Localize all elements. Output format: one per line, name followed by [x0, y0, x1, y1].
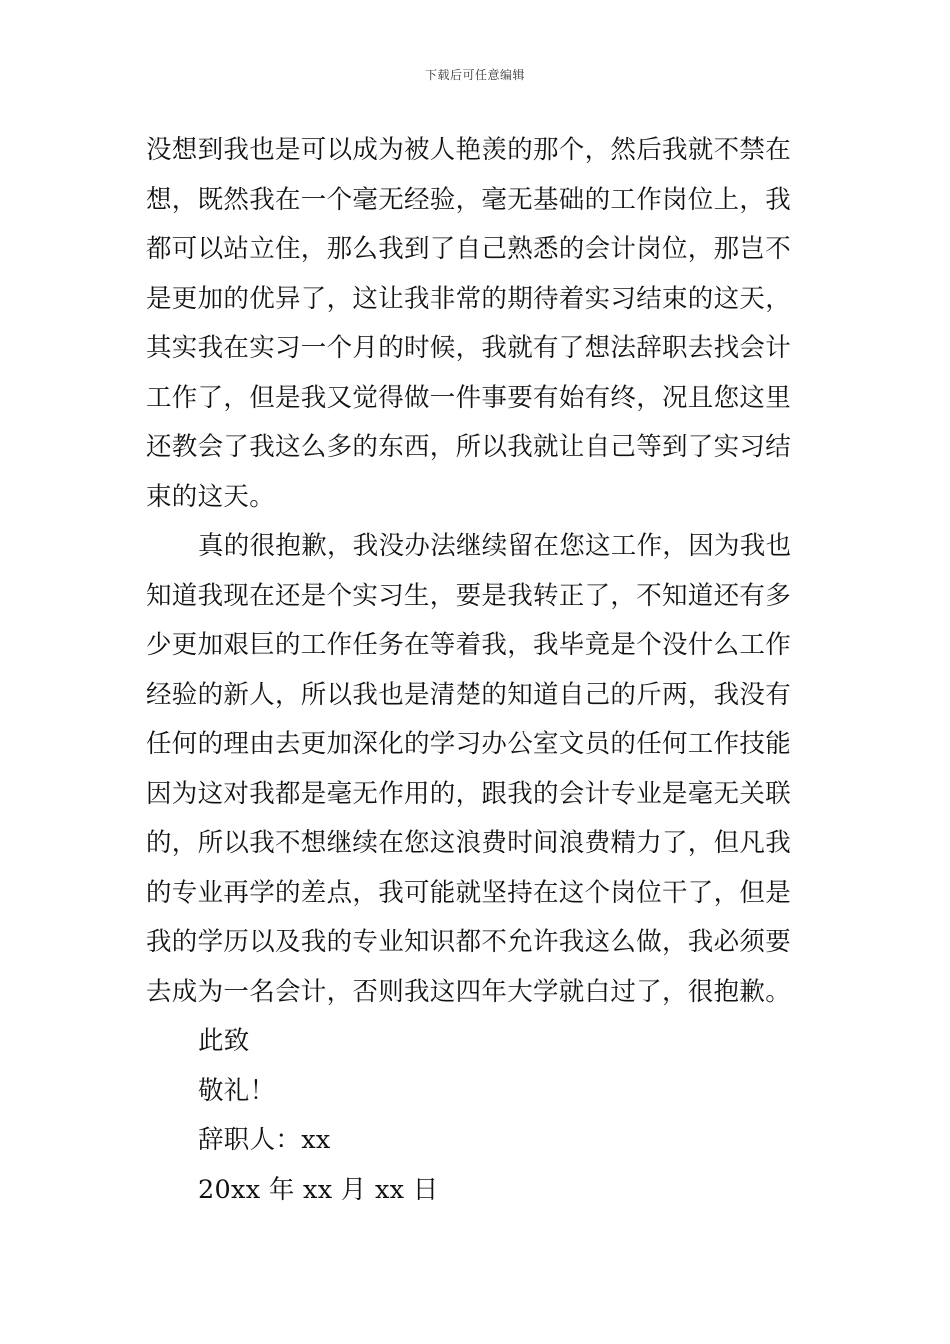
text-line: 束的这天。: [146, 481, 276, 512]
text-line: 工作了，但是我又觉得做一件事要有始有终，况且您这里: [146, 382, 792, 413]
text-line: 的，所以我不想继续在您这浪费时间浪费精力了，但凡我: [146, 828, 792, 858]
letter-closing: [146, 1017, 806, 1215]
regards: 敬礼！: [198, 1075, 276, 1106]
text-line: 其实我在实习一个月的时候，我就有了想法辞职去找会计: [146, 333, 792, 363]
signature: 辞职人：xx: [198, 1125, 331, 1155]
text-line: 因为这对我都是毫无作用的，跟我的会计专业是毫无关联: [146, 778, 792, 809]
text-line: 知道我现在还是个实习生，要是我转正了，不知道还有多: [146, 580, 792, 611]
date: 20xx 年 xx 月 xx 日: [198, 1174, 439, 1205]
text-line: 是更加的优异了，这让我非常的期待着实习结束的这天，: [146, 283, 792, 314]
salutation: 此致: [198, 1026, 250, 1056]
text-line: 任何的理由去更加深化的学习办公室文员的任何工作技能: [146, 729, 792, 759]
text-line: 少更加艰巨的工作任务在等着我，我毕竟是个没什么工作: [146, 630, 792, 660]
text-line: 去成为一名会计，否则我这四年大学就白过了，很抱歉。: [146, 976, 792, 1007]
paragraph-1: [146, 126, 806, 522]
text-line: 经验的新人，所以我也是清楚的知道自己的斤两，我没有: [146, 679, 792, 710]
text-line: 都可以站立住，那么我到了自己熟悉的会计岗位，那岂不: [146, 234, 792, 264]
text-line: 想，既然我在一个毫无经验，毫无基础的工作岗位上，我: [146, 184, 792, 215]
letter-body: [146, 126, 806, 1215]
paragraph-2: [146, 522, 806, 1017]
text-line: 我的学历以及我的专业知识都不允许我这么做，我必须要: [146, 927, 792, 957]
page-header: 下载后可任意编辑: [424, 68, 525, 82]
text-line: 还教会了我这么多的东西，所以我就让自己等到了实习结: [146, 432, 792, 462]
text-line: 没想到我也是可以成为被人艳羡的那个，然后我就不禁在: [146, 135, 792, 165]
text-line: 的专业再学的差点，我可能就坚持在这个岗位干了，但是: [146, 877, 792, 908]
text-line: 真的很抱歉，我没办法继续留在您这工作，因为我也: [198, 531, 792, 561]
